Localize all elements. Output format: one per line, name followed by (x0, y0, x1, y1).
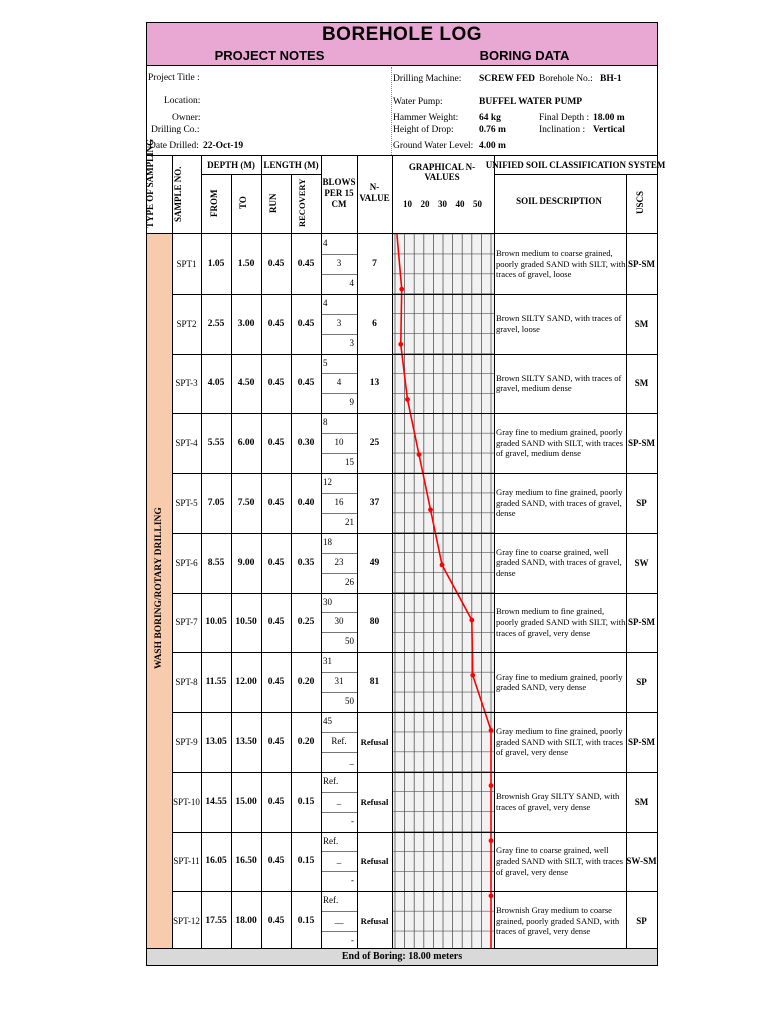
soil-description: Gray medium to fine grained, poorly graded SAND with SILT, with traces of gravel, very dense (496, 725, 623, 758)
date-drilled-label: Date Drilled: (149, 141, 199, 151)
soil-description: Gray fine to medium grained, poorly graded SAND with SILT, with traces of gravel, medium dense (496, 427, 623, 459)
col-length: LENGTH (M) (263, 160, 319, 170)
blow-divider (321, 373, 357, 374)
length-recovery: 0.40 (297, 497, 315, 508)
blow-count: 8 (323, 417, 328, 428)
blow-divider (321, 931, 357, 932)
project-notes-heading: PROJECT NOTES (147, 46, 393, 66)
location-label: Location: (164, 96, 201, 106)
soil-description: Brown SILTY SAND, with traces of gravel, loose (496, 313, 622, 334)
col-sample-no: SAMPLE NO. (173, 166, 183, 222)
height-of-drop-value: 0.76 m (479, 125, 506, 135)
length-run: 0.45 (267, 497, 285, 508)
final-depth-label: Final Depth : (539, 113, 590, 123)
graph-tick-label: 10 (403, 199, 412, 209)
length-recovery: 0.25 (297, 617, 315, 628)
depth-from: 5.55 (207, 438, 225, 449)
blow-divider (321, 573, 357, 574)
length-run: 0.45 (267, 677, 285, 688)
depth-from: 14.55 (205, 796, 227, 807)
inclination-label: Inclination : (539, 125, 586, 135)
blow-count: 50 (345, 696, 354, 707)
blow-divider (321, 513, 357, 514)
soil-description: Brown medium to fine grained, poorly graded SAND with SILT, with traces of gravel, very dense (496, 606, 626, 638)
col-divider (231, 174, 232, 951)
length-run: 0.45 (267, 617, 285, 628)
n-value: 80 (369, 617, 380, 628)
inclination-value: Vertical (593, 125, 625, 135)
n-value-point (428, 507, 433, 512)
length-recovery: 0.20 (297, 736, 315, 747)
ground-water-level-label: Ground Water Level: (393, 141, 474, 151)
sample-no: SPT-6 (175, 557, 198, 568)
blow-count: - (351, 815, 354, 826)
sample-no: SPT-7 (175, 617, 198, 628)
date-drilled-value: 22-Oct-19 (203, 141, 244, 151)
info-divider (391, 67, 392, 155)
project-title-label: Project Title : (148, 73, 200, 83)
col-divider (201, 155, 202, 951)
sample-no: SPT-11 (173, 856, 200, 867)
n-value-point (489, 893, 494, 898)
n-value: 49 (369, 557, 380, 568)
blow-divider (321, 334, 357, 335)
n-value: 13 (369, 378, 380, 389)
col-blows: BLOWS PER 15 CM (322, 176, 356, 209)
uscs-symbol: SW (634, 557, 649, 568)
owner-label: Owner: (172, 113, 201, 123)
blow-count: 23 (334, 556, 344, 567)
uscs-symbol: SP-SM (628, 736, 655, 747)
blow-count: _ (349, 755, 354, 766)
n-value: Refusal (360, 856, 389, 867)
blow-divider (321, 732, 357, 733)
sampling-method-label: WASH BORING/ROTARY DRILLING (154, 507, 164, 669)
blow-divider (321, 851, 357, 852)
blow-count: 4 (349, 277, 354, 288)
blow-divider (321, 453, 357, 454)
soil-description: Brown medium to coarse grained, poorly graded SAND with SILT, with traces of gravel, loose (496, 247, 626, 280)
blow-count: 31 (334, 676, 344, 687)
col-divider (321, 155, 322, 951)
blow-count: 3 (336, 257, 342, 268)
depth-to: 12.00 (235, 677, 257, 688)
col-run: RUN (268, 193, 278, 213)
depth-to: 16.50 (235, 856, 257, 867)
blow-count: - (351, 935, 354, 946)
length-run: 0.45 (267, 796, 285, 807)
soil-description: Brownish Gray SILTY SAND, with traces of gravel, very dense (496, 791, 620, 812)
n-value-point (405, 397, 410, 402)
blow-divider (321, 812, 357, 813)
n-value: 37 (369, 497, 380, 508)
length-run: 0.45 (267, 916, 285, 927)
n-value: 7 (372, 258, 377, 269)
sample-no: SPT-10 (173, 796, 200, 807)
blow-count: 3 (349, 337, 354, 348)
depth-from: 4.05 (207, 378, 225, 389)
n-value-point (469, 618, 474, 623)
n-value: 6 (372, 318, 377, 329)
length-recovery: 0.20 (297, 677, 315, 688)
blow-count: 31 (323, 656, 332, 667)
col-divider (261, 155, 262, 951)
graph-tick-labels (395, 199, 491, 213)
n-value: Refusal (360, 916, 389, 927)
blow-divider (321, 692, 357, 693)
sample-no: SPT-8 (175, 677, 198, 688)
blow-divider (321, 553, 357, 554)
drilling-machine-value: SCREW FED (479, 74, 536, 84)
col-graphical-n-values: GRAPHICAL N-VALUES (408, 162, 476, 182)
depth-to: 15.00 (235, 796, 257, 807)
depth-to: 6.00 (237, 438, 255, 449)
n-value: 81 (369, 677, 380, 688)
blow-divider (321, 433, 357, 434)
depth-to: 4.50 (237, 378, 255, 389)
depth-from: 10.05 (205, 617, 227, 628)
col-n-value: N-VALUE (359, 182, 390, 203)
length-recovery: 0.45 (297, 318, 315, 329)
length-run: 0.45 (267, 856, 285, 867)
depth-to: 3.00 (237, 318, 255, 329)
col-depth: DEPTH (M) (207, 160, 255, 170)
n-value-point (489, 728, 494, 733)
n-value: Refusal (360, 736, 389, 747)
blow-count: 4 (323, 238, 328, 248)
water-pump-value: BUFFEL WATER PUMP (479, 97, 583, 107)
borehole-no-label: Borehole No.: (539, 74, 593, 84)
blow-divider (321, 871, 357, 872)
graph-tick-label: 30 (438, 199, 447, 209)
col-divider (172, 155, 173, 951)
blow-divider (321, 911, 357, 912)
page-title: BOREHOLE LOG (147, 23, 657, 47)
ground-water-level-value: 4.00 m (479, 141, 506, 151)
blow-count: 15 (345, 457, 354, 468)
uscs-symbol: SP-SM (628, 258, 655, 269)
col-soil-description: SOIL DESCRIPTION (516, 196, 602, 206)
uscs-symbol: SP (636, 497, 647, 508)
blow-count: 50 (345, 636, 354, 647)
col-divider (357, 155, 358, 951)
depth-to: 9.00 (237, 557, 255, 568)
blow-divider (321, 752, 357, 753)
depth-from: 7.05 (207, 497, 225, 508)
blow-count: 21 (345, 516, 354, 527)
soil-description: Brown SILTY SAND, with traces of gravel, medium dense (496, 372, 622, 394)
col-divider (392, 155, 393, 951)
blow-divider (321, 612, 357, 613)
uscs-symbol: SP-SM (628, 438, 655, 449)
sample-no: SPT-9 (175, 736, 198, 747)
water-pump-label: Water Pump: (393, 97, 443, 107)
uscs-subheader-line (494, 174, 657, 175)
drilling-co-label: Drilling Co.: (151, 125, 200, 135)
uscs-symbol: SP (636, 677, 647, 688)
length-run: 0.45 (267, 378, 285, 389)
col-divider (494, 155, 495, 951)
n-value: 25 (369, 438, 380, 449)
col-divider (626, 174, 627, 951)
length-run: 0.45 (267, 438, 285, 449)
drilling-machine-label: Drilling Machine: (393, 74, 462, 84)
blow-count: 30 (334, 616, 344, 627)
sample-no: SPT-12 (173, 916, 200, 927)
n-value-point (399, 287, 404, 292)
length-run: 0.45 (267, 736, 285, 747)
blow-count: 10 (334, 437, 344, 448)
sample-no: SPT2 (176, 318, 197, 329)
depth-from: 16.05 (205, 856, 227, 867)
blow-count: - (351, 875, 354, 886)
blow-count: Ref. (323, 835, 339, 846)
depth-to: 18.00 (235, 916, 257, 927)
borehole-no-value: BH-1 (600, 74, 622, 84)
uscs-symbol: SM (634, 796, 649, 807)
n-value-point (398, 342, 403, 347)
sample-no: SPT-3 (175, 378, 198, 389)
depth-to: 1.50 (237, 258, 255, 269)
n-value-point (417, 452, 422, 457)
depth-to: 13.50 (235, 736, 257, 747)
final-depth-value: 18.00 m (593, 113, 625, 123)
sample-no: SPT1 (176, 258, 197, 269)
depth-from: 13.05 (205, 736, 227, 747)
n-value-point (489, 838, 494, 843)
blow-divider (321, 672, 357, 673)
borehole-log-sheet (145, 22, 666, 966)
blow-divider (321, 314, 357, 315)
length-run: 0.45 (267, 557, 285, 568)
depth-to: 7.50 (237, 497, 255, 508)
graph-tick-label: 50 (473, 199, 482, 209)
soil-description: Gray fine to coarse grained, well graded SAND with SILT, with traces of gravel, very dense (496, 845, 623, 877)
length-run: 0.45 (267, 318, 285, 329)
soil-description: Gray fine to coarse grained, well graded SAND, with traces of gravel, dense (496, 546, 622, 578)
col-recovery: RECOVERY (297, 178, 307, 228)
length-recovery: 0.15 (297, 796, 315, 807)
blow-count: Ref. (323, 895, 339, 906)
boring-data-heading: BORING DATA (392, 46, 657, 66)
n-value: Refusal (360, 796, 389, 807)
n-value-point (489, 783, 494, 788)
sample-no: SPT-4 (175, 438, 198, 449)
n-value-point (470, 673, 475, 678)
blow-count: 26 (345, 576, 354, 587)
blow-count: 45 (323, 716, 332, 726)
soil-description: Brownish Gray medium to coarse grained, poorly graded SAND, with traces of gravel, very dense (496, 905, 620, 937)
blow-count: 4 (323, 297, 328, 308)
graph-tick-label: 20 (420, 199, 430, 209)
uscs-symbol: SW-SM (626, 856, 657, 867)
blow-divider (321, 254, 357, 255)
blow-divider (321, 393, 357, 394)
col-uscs-system: UNIFIED SOIL CLASSIFICATION SYSTEM (485, 160, 666, 170)
depth-from: 11.55 (205, 677, 227, 688)
length-recovery: 0.30 (297, 438, 315, 449)
blow-count: 3 (336, 317, 342, 328)
soil-description: Gray medium to fine grained, poorly graded SAND, with traces of gravel, dense (496, 486, 623, 519)
blow-divider (321, 274, 357, 275)
length-recovery: 0.15 (297, 856, 315, 867)
blow-count: _ (336, 855, 342, 866)
col-uscs: USCS (635, 190, 645, 214)
length-recovery: 0.45 (297, 258, 315, 269)
uscs-symbol: SM (634, 378, 649, 389)
depth-from: 1.05 (207, 258, 225, 269)
hammer-weight-value: 64 kg (479, 113, 501, 123)
uscs-symbol: SM (634, 318, 649, 329)
blow-count: __ (334, 915, 344, 926)
n-value-point (440, 563, 445, 568)
col-from: FROM (209, 189, 219, 217)
length-recovery: 0.35 (297, 557, 315, 568)
soil-description: Gray fine to medium grained, poorly graded SAND, very dense (496, 671, 623, 693)
height-of-drop-label: Height of Drop: (393, 125, 454, 135)
blow-count: 12 (323, 477, 332, 487)
blow-count: Ref. (331, 735, 347, 746)
depth-from: 2.55 (207, 318, 225, 329)
col-to: TO (238, 196, 248, 210)
length-recovery: 0.45 (297, 378, 315, 389)
blow-divider (321, 632, 357, 633)
blow-count: 9 (349, 397, 354, 408)
hammer-weight-label: Hammer Weight: (393, 113, 459, 123)
blow-count: 18 (323, 536, 332, 547)
depth-from: 8.55 (207, 557, 225, 568)
length-run: 0.45 (267, 258, 285, 269)
blow-divider (321, 493, 357, 494)
uscs-symbol: SP-SM (628, 617, 655, 628)
col-divider (291, 174, 292, 951)
depth-from: 17.55 (205, 916, 227, 927)
blow-count: 30 (323, 596, 332, 607)
end-of-boring: End of Boring: 18.00 meters (147, 948, 657, 965)
col-type-of-sampling: TYPE OF SAMPLING (145, 138, 155, 228)
sample-no: SPT-5 (175, 497, 198, 508)
blow-count: Ref. (323, 775, 339, 786)
blow-count: 16 (334, 496, 344, 507)
blow-count: 5 (323, 357, 328, 368)
graph-tick-label: 40 (455, 199, 465, 209)
depth-to: 10.50 (235, 617, 257, 628)
blow-count: 4 (336, 377, 342, 388)
uscs-symbol: SP (636, 916, 647, 927)
length-recovery: 0.15 (297, 916, 315, 927)
blow-count: _ (336, 795, 342, 806)
blow-divider (321, 792, 357, 793)
